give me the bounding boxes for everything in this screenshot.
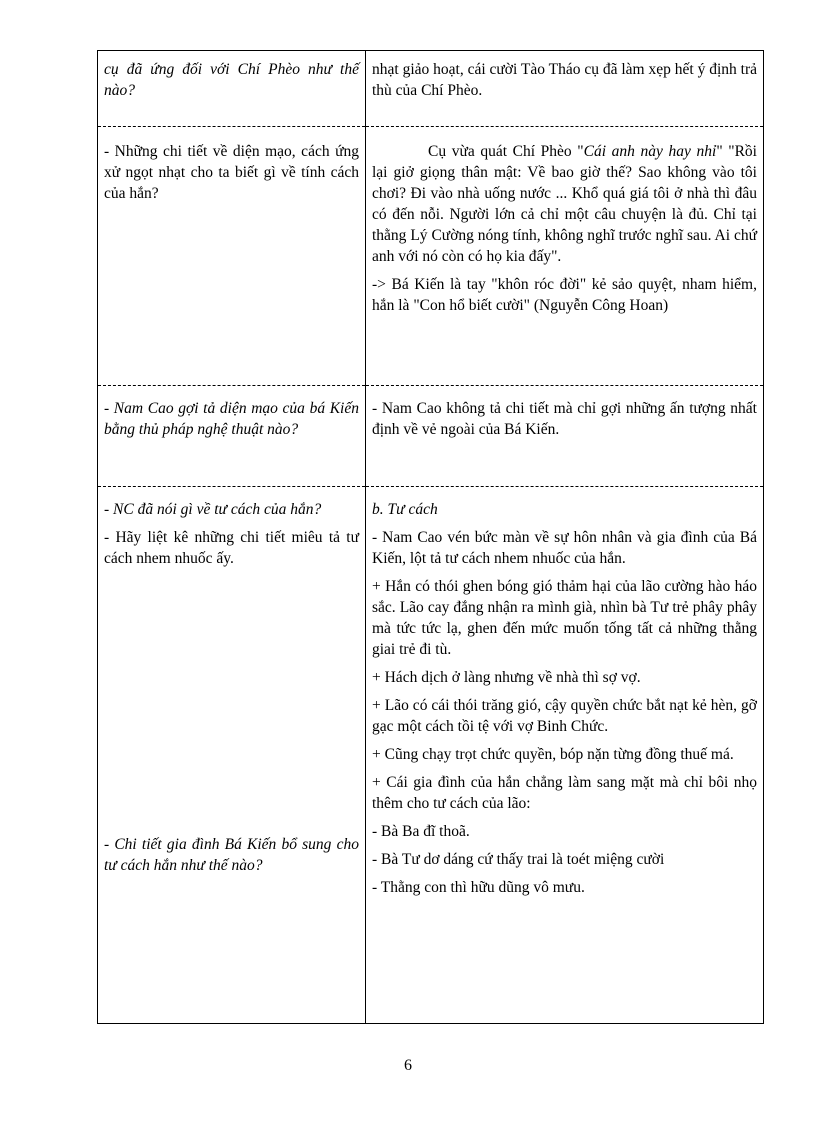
- question-cell: [98, 386, 366, 487]
- answer-paragraph: + Cũng chạy trọt chức quyền, bóp nặn từng đồng thuế má.: [372, 746, 734, 763]
- section-heading: b. Tư cách: [372, 501, 438, 518]
- table-row: [98, 386, 764, 487]
- answer-cell: [366, 386, 764, 487]
- question-text: cụ đã ứng đối với Chí Phèo như thế nào?: [104, 61, 359, 99]
- question-cell: [98, 487, 366, 1024]
- answer-cell: [366, 127, 764, 386]
- question-cell: [98, 51, 366, 127]
- answer-cell: [366, 487, 764, 1024]
- answer-text: - Nam Cao không tả chi tiết mà chỉ gợi những ấn tượng nhất định về vẻ ngoài của Bá Kiến.: [372, 400, 757, 438]
- question-text: - Hãy liệt kê những chi tiết miêu tả tư cách nhem nhuốc ấy.: [104, 529, 359, 567]
- question-text: - Nam Cao gợi tả diện mạo của bá Kiến bằng thủ pháp nghệ thuật nào?: [104, 400, 359, 438]
- question-cell: [98, 127, 366, 386]
- page-number: 6: [404, 1057, 412, 1074]
- question-text: - NC đã nói gì về tư cách của hắn?: [104, 501, 322, 518]
- answer-paragraph: + Cái gia đình của hắn chẳng làm sang mặt mà chỉ bôi nhọ thêm cho tư cách của lão:: [372, 774, 757, 812]
- question-text: - Chi tiết gia đình Bá Kiến bổ sung cho tư cách hắn như thế nào?: [104, 836, 359, 874]
- quote-paragraph: Cụ vừa quát Chí Phèo "Cái anh này hay nhỉ" "Rồi lại giở giọng thân mật: Về bao giờ thế? Sao không vào tôi chơi? Đi vào nhà uống nước ... Khổ quá giá tôi ở nhà thì đâu có đến nỗi. Người lớn cả chỉ một câu chuyện là đủ. Chỉ tại thằng Lý Cường nóng tính, không nghĩ trước nghĩ sau. Ai chứ anh với nó còn có họ kia đấy".: [372, 143, 757, 265]
- answer-paragraph: + Hách dịch ở làng nhưng về nhà thì sợ vợ.: [372, 669, 641, 686]
- lesson-table: [97, 50, 764, 1024]
- conclusion-paragraph: -> Bá Kiến là tay "khôn róc đời" kẻ sảo quyệt, nham hiểm, hắn là "Con hổ biết cười" (Nguyễn Công Hoan): [372, 276, 757, 314]
- table-row: [98, 51, 764, 127]
- question-text: - Những chi tiết về diện mạo, cách ứng xử ngọt nhạt cho ta biết gì về tính cách của hắn?: [104, 143, 359, 202]
- answer-paragraph: + Lão có cái thói trăng gió, cậy quyền chức bắt nạt kẻ hèn, gỡ gạc một cách tồi tệ với vợ Binh Chức.: [372, 697, 757, 735]
- table-row: [98, 127, 764, 386]
- table-row: [98, 487, 764, 1024]
- answer-paragraph: - Bà Ba đĩ thoã.: [372, 823, 470, 840]
- answer-cell: [366, 51, 764, 127]
- answer-paragraph: - Thằng con thì hữu dũng vô mưu.: [372, 879, 585, 896]
- answer-text: nhạt giảo hoạt, cái cười Tào Tháo cụ đã làm xẹp hết ý định trả thù của Chí Phèo.: [372, 61, 757, 99]
- answer-paragraph: - Bà Tư dơ dáng cứ thấy trai là toét miệng cười: [372, 851, 665, 868]
- answer-paragraph: + Hắn có thói ghen bóng gió thảm hại của lão cường hào háo sắc. Lão cay đắng nhận ra mình già, nhìn bà Tư trẻ phây phây mà tức tức lạ, ghen đến mức muốn tống tất cả những thằng giai trẻ đi tù.: [372, 578, 757, 658]
- answer-paragraph: - Nam Cao vén bức màn về sự hôn nhân và gia đình của Bá Kiến, lột tả tư cách nhem nhuốc của hắn.: [372, 529, 757, 567]
